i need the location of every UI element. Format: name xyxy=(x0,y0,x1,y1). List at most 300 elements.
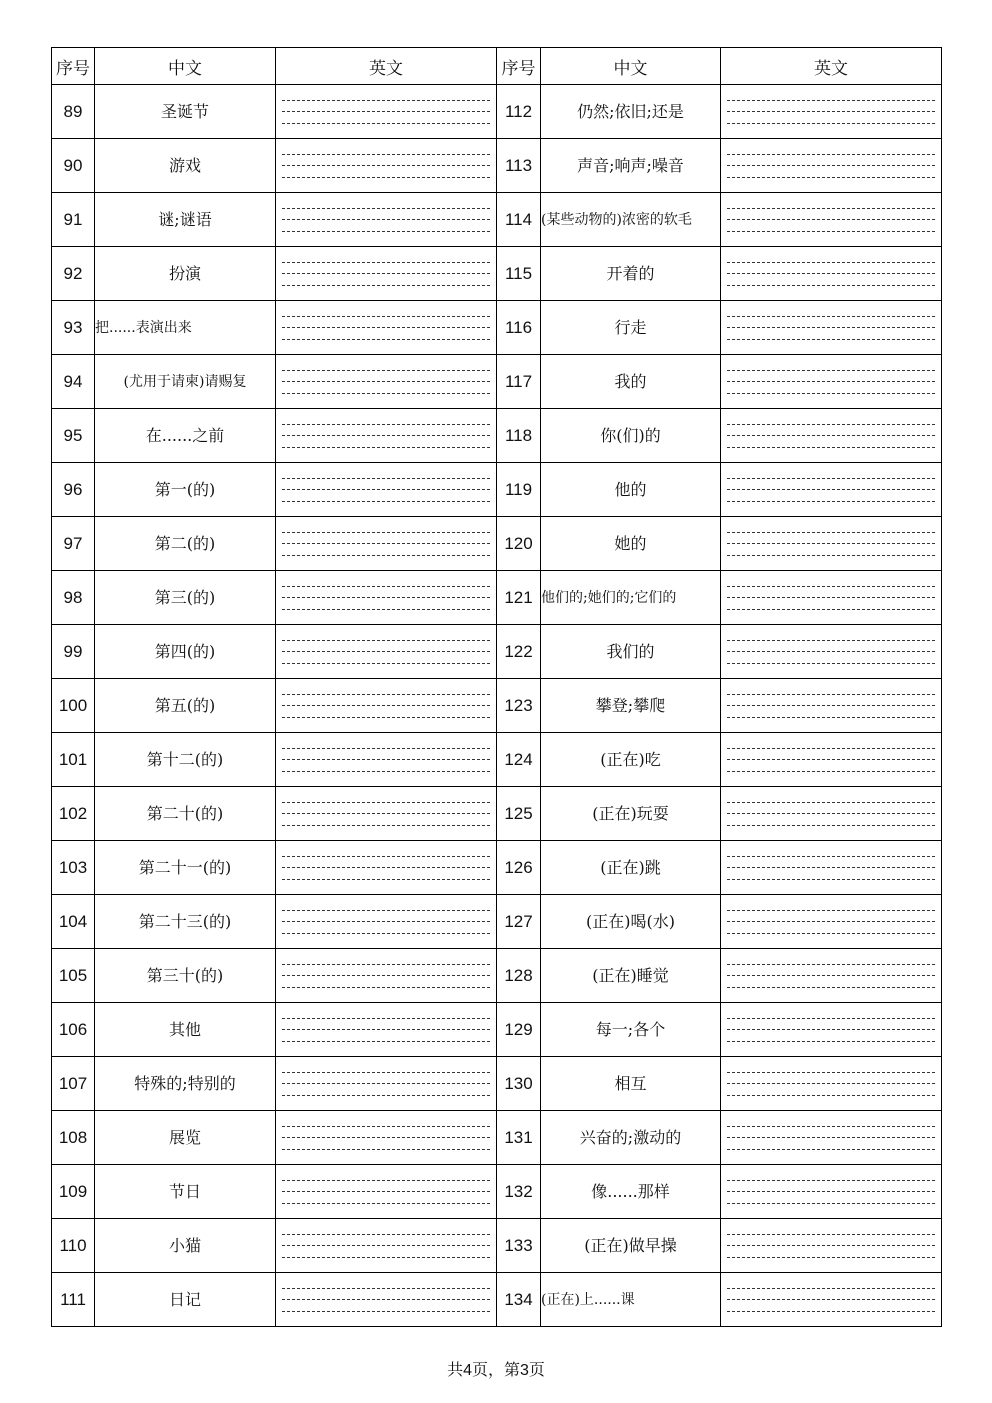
dashed-writing-line xyxy=(282,933,490,934)
entry-number: 103 xyxy=(52,841,95,895)
dashed-writing-line xyxy=(282,165,490,166)
dashed-writing-line xyxy=(727,478,935,479)
entry-english-answer-space[interactable] xyxy=(721,841,942,895)
dashed-writing-line xyxy=(282,1149,490,1150)
dashed-writing-line xyxy=(282,532,490,533)
dashed-writing-line xyxy=(727,651,935,652)
dashed-writing-line xyxy=(727,921,935,922)
table-row xyxy=(52,463,942,517)
dashed-writing-line xyxy=(727,424,935,425)
dashed-writing-line xyxy=(282,543,490,544)
entry-english-answer-space[interactable] xyxy=(721,1165,942,1219)
entry-chinese: 他们的;她们的;它们的 xyxy=(541,571,721,625)
entry-number: 115 xyxy=(497,247,541,301)
dashed-writing-line xyxy=(282,273,490,274)
header-cn-right: 中文 xyxy=(541,48,721,85)
entry-number: 130 xyxy=(497,1057,541,1111)
dashed-writing-line xyxy=(282,663,490,664)
entry-english-answer-space[interactable] xyxy=(721,463,942,517)
table-row xyxy=(52,193,942,247)
entry-english-answer-space[interactable] xyxy=(276,895,497,949)
dashed-writing-line xyxy=(727,447,935,448)
entry-english-answer-space[interactable] xyxy=(721,247,942,301)
entry-chinese: (正在)喝(水) xyxy=(541,895,721,949)
dashed-writing-line xyxy=(282,231,490,232)
entry-number: 93 xyxy=(52,301,95,355)
entry-chinese: 扮演 xyxy=(95,247,276,301)
entry-english-answer-space[interactable] xyxy=(276,571,497,625)
entry-number: 109 xyxy=(52,1165,95,1219)
dashed-writing-line xyxy=(727,771,935,772)
entry-chinese: 你(们)的 xyxy=(541,409,721,463)
entry-chinese: 第三十(的) xyxy=(95,949,276,1003)
entry-chinese: 小猫 xyxy=(95,1219,276,1273)
dashed-writing-line xyxy=(727,339,935,340)
entry-number: 102 xyxy=(52,787,95,841)
entry-chinese: 兴奋的;激动的 xyxy=(541,1111,721,1165)
entry-chinese: (正在)吃 xyxy=(541,733,721,787)
entry-number: 108 xyxy=(52,1111,95,1165)
dashed-writing-line xyxy=(727,1083,935,1084)
entry-english-answer-space[interactable] xyxy=(276,193,497,247)
entry-chinese: 仍然;依旧;还是 xyxy=(541,85,721,139)
entry-english-answer-space[interactable] xyxy=(721,625,942,679)
dashed-writing-line xyxy=(282,123,490,124)
dashed-writing-line xyxy=(282,177,490,178)
dashed-writing-line xyxy=(727,586,935,587)
dashed-writing-line xyxy=(282,339,490,340)
dashed-writing-line xyxy=(282,705,490,706)
table-row xyxy=(52,1165,942,1219)
dashed-writing-line xyxy=(727,1257,935,1258)
entry-english-answer-space[interactable] xyxy=(721,787,942,841)
entry-english-answer-space[interactable] xyxy=(721,301,942,355)
entry-chinese: 第五(的) xyxy=(95,679,276,733)
entry-number: 134 xyxy=(497,1273,541,1327)
entry-number: 107 xyxy=(52,1057,95,1111)
table-row xyxy=(52,571,942,625)
dashed-writing-line xyxy=(282,370,490,371)
dashed-writing-line xyxy=(727,219,935,220)
entry-chinese: 声音;响声;噪音 xyxy=(541,139,721,193)
entry-english-answer-space[interactable] xyxy=(721,571,942,625)
entry-chinese: 相互 xyxy=(541,1057,721,1111)
entry-number: 116 xyxy=(497,301,541,355)
dashed-writing-line xyxy=(727,1180,935,1181)
dashed-writing-line xyxy=(727,856,935,857)
dashed-writing-line xyxy=(282,802,490,803)
entry-number: 89 xyxy=(52,85,95,139)
dashed-writing-line xyxy=(282,219,490,220)
dashed-writing-line xyxy=(282,1311,490,1312)
entry-number: 98 xyxy=(52,571,95,625)
entry-chinese: 攀登;攀爬 xyxy=(541,679,721,733)
dashed-writing-line xyxy=(727,879,935,880)
dashed-writing-line xyxy=(282,489,490,490)
dashed-writing-line xyxy=(282,1126,490,1127)
entry-english-answer-space[interactable] xyxy=(721,1273,942,1327)
dashed-writing-line xyxy=(727,154,935,155)
dashed-writing-line xyxy=(282,748,490,749)
entry-english-answer-space[interactable] xyxy=(721,355,942,409)
table-row xyxy=(52,355,942,409)
table-row xyxy=(52,85,942,139)
entry-english-answer-space[interactable] xyxy=(721,1111,942,1165)
dashed-writing-line xyxy=(727,1288,935,1289)
entry-chinese: 第二(的) xyxy=(95,517,276,571)
entry-chinese: (正在)做早操 xyxy=(541,1219,721,1273)
table-row xyxy=(52,517,942,571)
table-row xyxy=(52,679,942,733)
table-row xyxy=(52,139,942,193)
dashed-writing-line xyxy=(727,123,935,124)
dashed-writing-line xyxy=(282,867,490,868)
header-row xyxy=(52,48,942,85)
dashed-writing-line xyxy=(727,231,935,232)
entry-english-answer-space[interactable] xyxy=(276,463,497,517)
entry-chinese: 第一(的) xyxy=(95,463,276,517)
entry-number: 97 xyxy=(52,517,95,571)
header-num-left: 序号 xyxy=(52,48,95,85)
entry-chinese: (尤用于请柬)请赐复 xyxy=(95,355,276,409)
entry-chinese: 节日 xyxy=(95,1165,276,1219)
entry-chinese: 其他 xyxy=(95,1003,276,1057)
dashed-writing-line xyxy=(727,694,935,695)
dashed-writing-line xyxy=(727,393,935,394)
dashed-writing-line xyxy=(727,1095,935,1096)
entry-english-answer-space[interactable] xyxy=(276,1057,497,1111)
entry-chinese: 我的 xyxy=(541,355,721,409)
header-cn-left: 中文 xyxy=(95,48,276,85)
table-row xyxy=(52,247,942,301)
dashed-writing-line xyxy=(727,663,935,664)
dashed-writing-line xyxy=(282,1137,490,1138)
entry-english-answer-space[interactable] xyxy=(276,787,497,841)
entry-english-answer-space[interactable] xyxy=(721,949,942,1003)
entry-chinese: (正在)上......课 xyxy=(541,1273,721,1327)
dashed-writing-line xyxy=(282,609,490,610)
entry-chinese: (正在)睡觉 xyxy=(541,949,721,1003)
entry-number: 117 xyxy=(497,355,541,409)
entry-chinese: 特殊的;特别的 xyxy=(95,1057,276,1111)
dashed-writing-line xyxy=(727,1137,935,1138)
dashed-writing-line xyxy=(727,825,935,826)
dashed-writing-line xyxy=(727,381,935,382)
entry-english-answer-space[interactable] xyxy=(721,1003,942,1057)
table-row xyxy=(52,787,942,841)
entry-chinese: 第二十三(的) xyxy=(95,895,276,949)
dashed-writing-line xyxy=(282,1288,490,1289)
dashed-writing-line xyxy=(727,910,935,911)
entry-number: 100 xyxy=(52,679,95,733)
entry-english-answer-space[interactable] xyxy=(276,1219,497,1273)
table-row xyxy=(52,895,942,949)
table-row xyxy=(52,301,942,355)
entry-english-answer-space[interactable] xyxy=(721,733,942,787)
entry-english-answer-space[interactable] xyxy=(721,517,942,571)
dashed-writing-line xyxy=(282,208,490,209)
dashed-writing-line xyxy=(282,285,490,286)
entry-chinese: 在......之前 xyxy=(95,409,276,463)
entry-number: 128 xyxy=(497,949,541,1003)
dashed-writing-line xyxy=(282,1041,490,1042)
entry-number: 104 xyxy=(52,895,95,949)
entry-number: 133 xyxy=(497,1219,541,1273)
entry-chinese: 像......那样 xyxy=(541,1165,721,1219)
entry-number: 119 xyxy=(497,463,541,517)
entry-english-answer-space[interactable] xyxy=(276,679,497,733)
dashed-writing-line xyxy=(282,597,490,598)
dashed-writing-line xyxy=(282,478,490,479)
dashed-writing-line xyxy=(727,532,935,533)
entry-number: 96 xyxy=(52,463,95,517)
dashed-writing-line xyxy=(727,435,935,436)
entry-number: 125 xyxy=(497,787,541,841)
entry-english-answer-space[interactable] xyxy=(721,85,942,139)
dashed-writing-line xyxy=(282,154,490,155)
entry-number: 122 xyxy=(497,625,541,679)
entry-chinese: 第十二(的) xyxy=(95,733,276,787)
entry-number: 118 xyxy=(497,409,541,463)
entry-number: 131 xyxy=(497,1111,541,1165)
entry-chinese: (正在)玩耍 xyxy=(541,787,721,841)
entry-english-answer-space[interactable] xyxy=(721,409,942,463)
entry-english-answer-space[interactable] xyxy=(721,895,942,949)
entry-chinese: 第二十(的) xyxy=(95,787,276,841)
dashed-writing-line xyxy=(282,100,490,101)
table-body xyxy=(52,85,942,1327)
dashed-writing-line xyxy=(727,273,935,274)
entry-number: 95 xyxy=(52,409,95,463)
dashed-writing-line xyxy=(282,694,490,695)
dashed-writing-line xyxy=(727,100,935,101)
table-row xyxy=(52,1273,942,1327)
dashed-writing-line xyxy=(282,1018,490,1019)
dashed-writing-line xyxy=(282,813,490,814)
dashed-writing-line xyxy=(282,381,490,382)
dashed-writing-line xyxy=(727,1018,935,1019)
dashed-writing-line xyxy=(727,262,935,263)
dashed-writing-line xyxy=(727,802,935,803)
entry-number: 106 xyxy=(52,1003,95,1057)
dashed-writing-line xyxy=(282,651,490,652)
dashed-writing-line xyxy=(282,424,490,425)
dashed-writing-line xyxy=(727,748,935,749)
dashed-writing-line xyxy=(727,327,935,328)
table-row xyxy=(52,733,942,787)
entry-number: 121 xyxy=(497,571,541,625)
entry-english-answer-space[interactable] xyxy=(276,139,497,193)
dashed-writing-line xyxy=(282,1299,490,1300)
dashed-writing-line xyxy=(282,555,490,556)
entry-number: 132 xyxy=(497,1165,541,1219)
dashed-writing-line xyxy=(282,586,490,587)
entry-english-answer-space[interactable] xyxy=(721,193,942,247)
dashed-writing-line xyxy=(282,640,490,641)
dashed-writing-line xyxy=(282,825,490,826)
dashed-writing-line xyxy=(727,489,935,490)
dashed-writing-line xyxy=(282,447,490,448)
entry-english-answer-space[interactable] xyxy=(276,949,497,1003)
dashed-writing-line xyxy=(727,933,935,934)
dashed-writing-line xyxy=(727,717,935,718)
table-row xyxy=(52,409,942,463)
dashed-writing-line xyxy=(727,1245,935,1246)
dashed-writing-line xyxy=(727,165,935,166)
entry-chinese: 行走 xyxy=(541,301,721,355)
entry-chinese: 每一;各个 xyxy=(541,1003,721,1057)
table-row xyxy=(52,1057,942,1111)
entry-english-answer-space[interactable] xyxy=(276,1273,497,1327)
dashed-writing-line xyxy=(727,1041,935,1042)
entry-chinese: 游戏 xyxy=(95,139,276,193)
dashed-writing-line xyxy=(727,501,935,502)
dashed-writing-line xyxy=(727,609,935,610)
entry-number: 112 xyxy=(497,85,541,139)
dashed-writing-line xyxy=(727,1299,935,1300)
entry-chinese: 第三(的) xyxy=(95,571,276,625)
entry-number: 90 xyxy=(52,139,95,193)
entry-english-answer-space[interactable] xyxy=(276,1165,497,1219)
dashed-writing-line xyxy=(282,262,490,263)
dashed-writing-line xyxy=(727,1191,935,1192)
entry-number: 113 xyxy=(497,139,541,193)
dashed-writing-line xyxy=(282,1234,490,1235)
entry-number: 101 xyxy=(52,733,95,787)
entry-number: 126 xyxy=(497,841,541,895)
dashed-writing-line xyxy=(282,393,490,394)
entry-number: 129 xyxy=(497,1003,541,1057)
entry-english-answer-space[interactable] xyxy=(276,355,497,409)
dashed-writing-line xyxy=(282,910,490,911)
header-en-left: 英文 xyxy=(276,48,497,85)
entry-english-answer-space[interactable] xyxy=(721,1219,942,1273)
dashed-writing-line xyxy=(727,316,935,317)
dashed-writing-line xyxy=(727,975,935,976)
page-footer: 共4页，第3页 xyxy=(447,1362,545,1379)
dashed-writing-line xyxy=(727,1029,935,1030)
entry-chinese: 他的 xyxy=(541,463,721,517)
dashed-writing-line xyxy=(727,543,935,544)
dashed-writing-line xyxy=(282,316,490,317)
dashed-writing-line xyxy=(282,1203,490,1204)
dashed-writing-line xyxy=(727,987,935,988)
entry-english-answer-space[interactable] xyxy=(276,1003,497,1057)
dashed-writing-line xyxy=(727,1149,935,1150)
vocabulary-table xyxy=(51,47,942,1327)
entry-english-answer-space[interactable] xyxy=(276,409,497,463)
dashed-writing-line xyxy=(727,640,935,641)
dashed-writing-line xyxy=(727,597,935,598)
dashed-writing-line xyxy=(282,921,490,922)
entry-english-answer-space[interactable] xyxy=(276,733,497,787)
entry-number: 91 xyxy=(52,193,95,247)
entry-english-answer-space[interactable] xyxy=(721,139,942,193)
dashed-writing-line xyxy=(727,177,935,178)
dashed-writing-line xyxy=(727,1311,935,1312)
entry-number: 114 xyxy=(497,193,541,247)
entry-english-answer-space[interactable] xyxy=(721,1057,942,1111)
dashed-writing-line xyxy=(282,1072,490,1073)
dashed-writing-line xyxy=(282,1029,490,1030)
entry-chinese: 展览 xyxy=(95,1111,276,1165)
dashed-writing-line xyxy=(282,987,490,988)
entry-chinese: 圣诞节 xyxy=(95,85,276,139)
entry-chinese: 谜;谜语 xyxy=(95,193,276,247)
entry-number: 111 xyxy=(52,1273,95,1327)
entry-chinese: (某些动物的)浓密的软毛 xyxy=(541,193,721,247)
header-num-right: 序号 xyxy=(497,48,541,85)
dashed-writing-line xyxy=(282,964,490,965)
entry-english-answer-space[interactable] xyxy=(276,247,497,301)
dashed-writing-line xyxy=(282,327,490,328)
table-row xyxy=(52,1003,942,1057)
entry-chinese: 她的 xyxy=(541,517,721,571)
entry-chinese: 第四(的) xyxy=(95,625,276,679)
entry-number: 123 xyxy=(497,679,541,733)
entry-english-answer-space[interactable] xyxy=(276,841,497,895)
header-en-right: 英文 xyxy=(721,48,942,85)
dashed-writing-line xyxy=(282,1191,490,1192)
dashed-writing-line xyxy=(727,1234,935,1235)
entry-number: 105 xyxy=(52,949,95,1003)
entry-number: 124 xyxy=(497,733,541,787)
entry-english-answer-space[interactable] xyxy=(721,679,942,733)
dashed-writing-line xyxy=(282,759,490,760)
dashed-writing-line xyxy=(282,1245,490,1246)
dashed-writing-line xyxy=(727,1072,935,1073)
entry-number: 110 xyxy=(52,1219,95,1273)
entry-number: 99 xyxy=(52,625,95,679)
entry-english-answer-space[interactable] xyxy=(276,517,497,571)
dashed-writing-line xyxy=(282,856,490,857)
dashed-writing-line xyxy=(727,867,935,868)
entry-number: 94 xyxy=(52,355,95,409)
dashed-writing-line xyxy=(282,771,490,772)
dashed-writing-line xyxy=(727,370,935,371)
entry-english-answer-space[interactable] xyxy=(276,301,497,355)
vocabulary-sheet xyxy=(51,47,941,1327)
entry-chinese: 开着的 xyxy=(541,247,721,301)
dashed-writing-line xyxy=(282,435,490,436)
entry-chinese: 日记 xyxy=(95,1273,276,1327)
table-row xyxy=(52,1219,942,1273)
entry-chinese: 第二十一(的) xyxy=(95,841,276,895)
dashed-writing-line xyxy=(727,813,935,814)
dashed-writing-line xyxy=(727,1126,935,1127)
entry-chinese: (正在)跳 xyxy=(541,841,721,895)
table-row xyxy=(52,841,942,895)
entry-english-answer-space[interactable] xyxy=(276,85,497,139)
entry-english-answer-space[interactable] xyxy=(276,1111,497,1165)
dashed-writing-line xyxy=(727,964,935,965)
entry-number: 127 xyxy=(497,895,541,949)
entry-chinese: 把......表演出来 xyxy=(95,301,276,355)
dashed-writing-line xyxy=(282,975,490,976)
dashed-writing-line xyxy=(727,1203,935,1204)
table-row xyxy=(52,949,942,1003)
dashed-writing-line xyxy=(727,111,935,112)
dashed-writing-line xyxy=(727,759,935,760)
entry-number: 120 xyxy=(497,517,541,571)
dashed-writing-line xyxy=(282,1257,490,1258)
dashed-writing-line xyxy=(282,717,490,718)
entry-number: 92 xyxy=(52,247,95,301)
dashed-writing-line xyxy=(282,1180,490,1181)
dashed-writing-line xyxy=(282,1095,490,1096)
table-row xyxy=(52,625,942,679)
entry-english-answer-space[interactable] xyxy=(276,625,497,679)
